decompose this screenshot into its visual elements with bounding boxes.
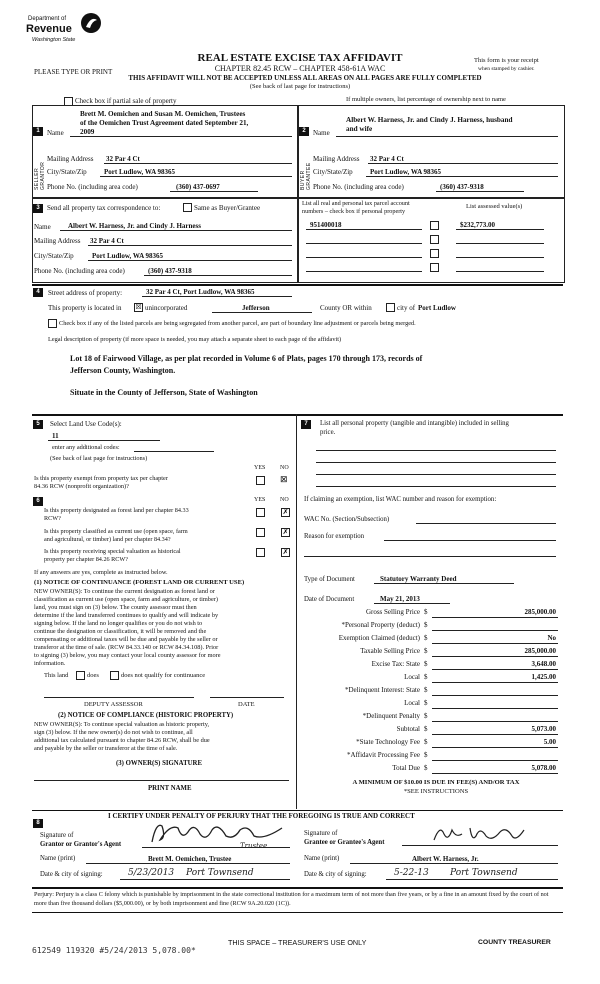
land-does-not-checkbox[interactable] — [110, 671, 119, 680]
tax-row — [300, 699, 562, 711]
county-underline — [212, 312, 312, 313]
personal-property-checkbox-3[interactable] — [430, 249, 439, 258]
corr-mailing-underline — [88, 245, 292, 246]
county-label: County OR within — [320, 304, 372, 312]
tax-row-underline — [432, 682, 558, 683]
city-checkbox[interactable] — [386, 303, 395, 312]
multiple-owners-note: If multiple owners, list percentage of ownership next to name — [346, 96, 506, 103]
unincorporated-checkbox[interactable]: ☒ — [135, 303, 142, 311]
legal-description — [70, 353, 422, 377]
section-number-3: 3 — [33, 204, 43, 213]
tax-row-value[interactable]: No — [547, 634, 556, 642]
city-value[interactable]: Port Ludlow — [418, 304, 456, 312]
notice1-text — [34, 588, 296, 668]
personal-property-label-line1: List all personal property (tangible and intangible) included in selling — [320, 420, 509, 427]
receipt-note — [474, 57, 539, 73]
street-label: Street address of property: — [48, 289, 123, 297]
tax-row-underline — [432, 656, 558, 657]
seller-city-underline — [100, 176, 292, 177]
notice1-line9: to signing (3) below, you may contact your local county assessor for more — [34, 652, 221, 659]
parcel-header-line1: List all real and personal tax parcel account — [302, 200, 410, 207]
notice2-line2: sign (3) below. If the new owner(s) do not wish to continue, all — [34, 729, 193, 736]
receipt-note-line2: when stamped by cashier. — [478, 66, 535, 72]
seller-mailing[interactable]: 32 Par 4 Ct — [106, 155, 140, 163]
dollar-sign: $ — [424, 673, 428, 681]
tax-row-value[interactable]: 1,425.00 — [531, 673, 556, 681]
current-use-question-line2: and agricultural, or timber) land per chapter 84.34? — [44, 536, 171, 543]
grantee-name-line — [350, 863, 558, 864]
personal-property-line-1 — [316, 450, 556, 451]
tax-row — [300, 725, 562, 737]
seller-phone[interactable]: (360) 437-0697 — [176, 183, 220, 191]
cashier-stamp: 612549 119320 #5/24/2013 5,078.00* — [32, 946, 196, 955]
agency-line3: Washington State — [32, 37, 76, 43]
seller-mailing-label: Mailing Address — [47, 155, 94, 163]
located-label: This property is located in — [48, 304, 122, 312]
grantee-name[interactable]: Albert W. Harness, Jr. — [412, 855, 479, 863]
seller-name-line3: 2009 — [80, 128, 95, 136]
corr-phone-label: Phone No. (including area code) — [34, 267, 125, 275]
corr-name-underline — [60, 230, 292, 231]
seller-name-underline — [70, 136, 292, 137]
grantee-date-line — [386, 879, 558, 880]
personal-property-checkbox-2[interactable] — [430, 235, 439, 244]
buyer-phone[interactable]: (360) 437-9318 — [440, 183, 484, 191]
historic-question-line1: Is this property receiving special valuation as historical — [44, 548, 181, 555]
notice2-line4: and payable by the seller or transferor at the time of sale. — [34, 745, 178, 752]
tax-row-label: *Delinquent Interest: State — [344, 686, 420, 694]
land-use-label: Select Land Use Code(s): — [50, 420, 122, 428]
agency-line2: Revenue — [26, 23, 72, 35]
assessed-line-1 — [456, 229, 544, 230]
forest-no-checkbox[interactable]: ✗ — [282, 508, 289, 516]
perjury-bottom-rule — [32, 912, 563, 913]
county-value[interactable]: Jefferson — [242, 304, 270, 312]
tax-row-underline — [432, 760, 558, 761]
deputy-assessor-line — [44, 697, 194, 698]
buyer-name-line2: and wife — [346, 125, 373, 133]
corr-name-label: Name — [34, 223, 51, 231]
legal-line1: Lot 18 of Fairwood Village, as per plat recorded in Volume 6 of Plats, pages 170 through 173, records of — [70, 354, 423, 363]
notice2-title: (2) NOTICE OF COMPLIANCE (HISTORIC PROPERTY) — [58, 712, 234, 719]
deputy-assessor-label: DEPUTY ASSESSOR — [84, 701, 143, 708]
dor-logo — [26, 12, 106, 52]
personal-property-label-line2: price. — [320, 429, 336, 436]
grantor-name[interactable]: Brett M. Oemichen, Trustee — [148, 855, 232, 863]
see-back: (See back of last page for instructions) — [249, 83, 351, 90]
notice2-line3: additional tax calculated pursuant to chapter 84.26 RCW, shall be due — [34, 737, 210, 744]
tax-row-label: *Delinquent Penalty — [362, 712, 420, 720]
tax-row-label: Excise Tax: State — [371, 660, 420, 668]
grantor-name-line — [86, 863, 290, 864]
tax-row-label: Subtotal — [396, 725, 420, 733]
parcel-line-1 — [306, 229, 422, 230]
tax-row-label: *State Technology Fee — [356, 738, 420, 746]
form-title: REAL ESTATE EXCISE TAX AFFIDAVIT — [197, 52, 403, 64]
situate-text: Situate in the County of Jefferson, State of Washington — [70, 388, 258, 397]
tax-row-underline — [432, 630, 558, 631]
current-use-question-line1: Is this property classified as current use (open space, farm — [44, 528, 188, 535]
personal-property-line-3 — [316, 474, 556, 475]
dollar-sign: $ — [424, 621, 428, 629]
assessed-value[interactable]: $232,773.00 — [460, 221, 495, 229]
grantee-sig-label — [304, 829, 384, 847]
historic-no-checkbox[interactable]: ✗ — [282, 548, 289, 556]
section-number-4: 4 — [33, 288, 43, 297]
corr-phone[interactable]: (360) 437-9318 — [148, 267, 192, 275]
wac-underline — [416, 523, 556, 524]
send-correspondence-label: Send all property tax correspondence to: — [47, 204, 161, 212]
seller-phone-underline — [170, 191, 258, 192]
same-as-buyer-label: Same as Buyer/Grantee — [194, 204, 261, 212]
dollar-sign: $ — [424, 699, 428, 707]
exempt-no-mark[interactable]: ⊠ — [280, 474, 288, 484]
tax-row-label: Local — [404, 699, 420, 707]
assessed-line-3 — [456, 257, 544, 258]
seller-name-line2: of the Oemichen Trust Agreement dated September 21, — [80, 119, 249, 127]
unincorporated-label: unincorporated — [145, 304, 188, 312]
section4-rule — [32, 284, 563, 286]
s5-yes-header: YES — [254, 465, 266, 471]
owner-signature-label: (3) OWNER(S) SIGNATURE — [116, 760, 202, 767]
please-type: PLEASE TYPE OR PRINT — [34, 68, 113, 76]
forest-question — [44, 507, 189, 523]
tax-row-label: *Personal Property (deduct) — [341, 621, 420, 629]
forest-question-line2: RCW? — [44, 515, 61, 522]
grantor-sig-label-line1: Signature of — [40, 832, 74, 839]
certify-statement: I CERTIFY UNDER PENALTY OF PERJURY THAT THE FOREGOING IS TRUE AND CORRECT — [108, 812, 415, 820]
corr-name[interactable]: Albert W. Harness, Jr. and Cindy J. Harness — [68, 222, 201, 230]
buyer-city[interactable]: Port Ludlow, WA 98365 — [370, 168, 442, 176]
dollar-sign: $ — [424, 712, 428, 720]
land-does-not-label: does not qualify for continuance — [121, 672, 206, 679]
notice1-line3: land, you must sign on (3) below. The county assessor must then — [34, 604, 197, 611]
corr-city-underline — [88, 260, 292, 261]
tax-row-label: Taxable Selling Price — [360, 647, 420, 655]
seller-city[interactable]: Port Ludlow, WA 98365 — [104, 168, 176, 176]
current-use-yes-checkbox[interactable] — [256, 528, 265, 537]
grantor-date[interactable]: 5/23/2013 — [128, 868, 175, 878]
seller-side-label: SELLER GRANTOR — [34, 161, 46, 190]
buyer-phone-underline — [436, 191, 524, 192]
reason-underline-1 — [384, 540, 556, 541]
tax-row-value[interactable]: 5,078.00 — [531, 764, 556, 772]
dollar-sign: $ — [424, 608, 428, 616]
s6-no-header: NO — [280, 497, 289, 503]
personal-property-checkbox-4[interactable] — [430, 263, 439, 272]
dollar-sign: $ — [424, 686, 428, 694]
parcel-header-line2: numbers – check box if personal property — [302, 208, 406, 215]
exempt-yes-checkbox[interactable] — [256, 476, 265, 485]
buyer-city-label: City/State/Zip — [313, 168, 353, 176]
buyer-side-label: BUYER GRANTEE — [300, 162, 312, 190]
tax-row-underline — [432, 669, 558, 670]
see-instructions: *SEE INSTRUCTIONS — [403, 788, 469, 795]
s5-no-header: NO — [280, 465, 289, 471]
current-use-question — [44, 528, 188, 544]
grantor-name-label: Name (print) — [40, 855, 76, 862]
grantee-date[interactable]: 5-22-13 — [394, 868, 429, 878]
seller-mailing-underline — [104, 163, 292, 164]
historic-question — [44, 548, 181, 564]
doc-date[interactable]: May 21, 2013 — [380, 595, 420, 603]
dollar-sign: $ — [424, 764, 428, 772]
owner-signature-line — [34, 780, 289, 781]
dollar-sign: $ — [424, 634, 428, 642]
tax-row-label: Local — [404, 673, 420, 681]
personal-property-label — [320, 419, 509, 437]
section-number-1: 1 — [33, 127, 43, 136]
assessed-line-4 — [456, 271, 544, 272]
historic-question-line2: property per chapter 84.26 RCW? — [44, 556, 129, 563]
tax-row — [300, 764, 562, 776]
section8-rule — [32, 810, 563, 811]
forest-yes-checkbox[interactable] — [256, 508, 265, 517]
section-number-8: 8 — [33, 819, 43, 828]
tax-row-label: Exemption Claimed (deduct) — [338, 634, 420, 642]
exemption-claim-label: If claiming an exemption, list WAC number and reason for exemption: — [304, 496, 497, 503]
land-does-label: does — [87, 672, 99, 679]
grantee-name-label: Name (print) — [304, 855, 340, 862]
form-warning: THIS AFFIDAVIT WILL NOT BE ACCEPTED UNLESS ALL AREAS ON ALL PAGES ARE FULLY COMPLETED — [128, 74, 482, 82]
trustee-note: Trustee — [240, 842, 268, 850]
buyer-name-underline — [336, 136, 558, 137]
reason-label: Reason for exemption — [304, 533, 365, 540]
dor-logo-icon — [80, 12, 102, 34]
grantee-city[interactable]: Port Townsend — [450, 868, 518, 878]
seller-city-label: City/State/Zip — [47, 168, 87, 176]
personal-property-checkbox-1[interactable] — [430, 221, 439, 230]
tax-computation — [300, 608, 562, 778]
assessed-line-2 — [456, 243, 544, 244]
seller-name — [80, 110, 248, 137]
section-number-5: 5 — [33, 420, 43, 429]
corr-mailing-label: Mailing Address — [34, 237, 81, 245]
tax-row — [300, 738, 562, 750]
tax-row — [300, 686, 562, 698]
land-does-checkbox[interactable] — [76, 671, 85, 680]
tax-row-underline — [432, 721, 558, 722]
notice1-line6: continue the designation or classification, it will be removed and the — [34, 628, 207, 635]
grantor-sig-label-line2: Grantor or Grantor's Agent — [40, 841, 122, 848]
tax-row — [300, 647, 562, 659]
tax-row-underline — [432, 643, 558, 644]
tax-row-underline — [432, 617, 558, 618]
street-address[interactable]: 32 Par 4 Ct, Port Ludlow, WA 98365 — [146, 288, 255, 296]
section-number-6: 6 — [33, 497, 43, 506]
notice1-line5: signing below. If the land no longer qualifies or you do not wish to — [34, 620, 203, 627]
current-use-no-checkbox[interactable]: ✗ — [282, 528, 289, 536]
grantee-sig-label-line1: Signature of — [304, 830, 338, 837]
buyer-mailing-underline — [368, 163, 558, 164]
corr-mailing[interactable]: 32 Par 4 Ct — [90, 237, 124, 245]
grantee-date-label: Date & city of signing: — [304, 871, 367, 878]
tax-row-value[interactable]: 5.00 — [543, 738, 556, 746]
legal-line2: Jefferson County, Washington. — [70, 366, 176, 375]
agency-line1: Department of — [28, 16, 67, 22]
grantor-sig-label — [40, 831, 121, 849]
buyer-name — [346, 116, 513, 134]
reason-underline-2 — [304, 556, 556, 557]
parcel-number[interactable]: 951400018 — [310, 221, 342, 229]
seller-name-label: Name — [47, 129, 64, 137]
tax-row — [300, 634, 562, 646]
s6-yes-header: YES — [254, 497, 266, 503]
tax-row — [300, 712, 562, 724]
segregated-checkbox[interactable] — [48, 319, 57, 328]
legal-label: Legal description of property (if more space is needed, you may attach a separate sheet to each page of the affidavit) — [48, 336, 342, 343]
perjury-rule — [32, 887, 563, 889]
assessor-date-line — [210, 697, 284, 698]
if-yes-text: If any answers are yes, complete as instructed below. — [34, 569, 168, 576]
parcel-header — [302, 200, 410, 216]
grantee-sig-line — [402, 845, 558, 846]
seller-name-line1: Brett M. Oemichen and Susan M. Oemichen, Trustees — [80, 110, 246, 118]
tax-row-underline — [432, 773, 558, 774]
same-as-buyer-checkbox[interactable] — [183, 203, 192, 212]
treasurer-space-label: THIS SPACE – TREASURER'S USE ONLY — [228, 938, 367, 947]
forest-question-line1: Is this property designated as forest land per chapter 84.33 — [44, 507, 189, 514]
notice2-text — [34, 721, 296, 753]
notice1-line1: NEW OWNER(S): To continue the current designation as forest land or — [34, 588, 215, 595]
print-name-label: PRINT NAME — [148, 785, 192, 792]
dollar-sign: $ — [424, 647, 428, 655]
doc-type-label: Type of Document — [304, 576, 355, 583]
tax-row — [300, 621, 562, 633]
assessed-header: List assessed value(s) — [466, 203, 523, 210]
grantee-signature[interactable] — [430, 822, 530, 846]
tax-row — [300, 608, 562, 620]
tax-row-label: Total Due — [392, 764, 420, 772]
grantor-date-label: Date & city of signing: — [40, 871, 103, 878]
parcel-line-3 — [306, 257, 422, 258]
buyer-mailing-label: Mailing Address — [313, 155, 360, 163]
parcel-line-4 — [306, 271, 422, 272]
corr-city[interactable]: Port Ludlow, WA 98365 — [92, 252, 164, 260]
notice2-line1: NEW OWNER(S): To continue special valuation as historic property, — [34, 721, 210, 728]
notice1-line8: transferor at the time of sale. (RCW 84.33.140 or RCW 84.34.108). Prior — [34, 644, 219, 651]
dollar-sign: $ — [424, 660, 428, 668]
partial-sale-label: Check box if partial sale of property — [75, 97, 177, 105]
wac-label: WAC No. (Section/Subsection) — [304, 516, 390, 523]
exempt-question-line1: Is this property exempt from property tax per chapter — [34, 475, 168, 482]
grantor-date-line — [120, 879, 290, 880]
notice1-line7: compensating or additional taxes will be due and payable by the seller or — [34, 636, 218, 643]
section-number-2: 2 — [299, 127, 309, 136]
additional-codes-label: enter any additional codes: — [52, 444, 120, 451]
grantee-sig-label-line2: Grantee or Grantee's Agent — [304, 839, 385, 846]
tax-row-label: Gross Selling Price — [365, 608, 420, 616]
middle-divider — [296, 414, 297, 809]
tax-row-value[interactable]: 285,000.00 — [524, 608, 556, 616]
corr-city-label: City/State/Zip — [34, 252, 74, 260]
doc-type-underline — [374, 583, 514, 584]
buyer-city-underline — [366, 176, 558, 177]
buyer-phone-label: Phone No. (including area code) — [313, 183, 404, 191]
doc-type[interactable]: Statutory Warranty Deed — [380, 575, 457, 583]
grantor-city[interactable]: Port Townsend — [186, 868, 254, 878]
tax-row — [300, 751, 562, 763]
exempt-question-line2: 84.36 RCW (nonprofit organization)? — [34, 483, 129, 490]
land-use-see-back: (See back of last page for instructions) — [50, 455, 148, 462]
personal-property-line-2 — [316, 462, 556, 463]
county-treasurer-label: COUNTY TREASURER — [478, 939, 551, 946]
additional-codes-underline — [134, 451, 214, 452]
receipt-note-line1: This form is your receipt — [474, 57, 539, 64]
street-underline — [142, 296, 292, 297]
minimum-note: A MINIMUM OF $10.00 IS DUE IN FEE(S) AND/OR TAX — [352, 779, 520, 786]
doc-date-underline — [374, 603, 450, 604]
notice1-line10: information. — [34, 660, 66, 667]
notice1-title: (1) NOTICE OF CONTINUANCE (FOREST LAND OR CURRENT USE) — [34, 579, 245, 586]
form-subtitle: CHAPTER 82.45 RCW – CHAPTER 458-61A WAC — [214, 64, 386, 73]
land-use-underline — [48, 440, 160, 441]
perjury-text: Perjury: Perjury is a class C felony which is punishable by imprisonment in the state correctional institution for a maximum term of not more than five years, or by a fine in an amount fixed by the court of not more than five thousand dollars ($5,000.00), or by both imprisonment and fine (RCW 9A.20.020 (1C)). — [34, 891, 549, 907]
tax-row — [300, 660, 562, 672]
tax-row-label: *Affidavit Processing Fee — [347, 751, 420, 759]
parcel-line-2 — [306, 243, 422, 244]
section5-rule — [32, 414, 563, 416]
city-of-label: city of — [397, 304, 416, 312]
buyer-name-label: Name — [313, 129, 330, 137]
personal-property-line-4 — [316, 486, 556, 487]
tax-row-underline — [432, 747, 558, 748]
this-land-label: This land — [44, 672, 69, 679]
buyer-name-line1: Albert W. Harness, Jr. and Cindy J. Harness, husband — [346, 116, 513, 124]
tax-row-underline — [432, 695, 558, 696]
buyer-mailing[interactable]: 32 Par 4 Ct — [370, 155, 404, 163]
section-number-7: 7 — [301, 420, 311, 429]
dollar-sign: $ — [424, 738, 428, 746]
segregated-label: Check box if any of the listed parcels are being segregated from another parcel, are part of boundary line adjustment or parcels being merged. — [59, 320, 416, 327]
tax-row-underline — [432, 708, 558, 709]
tax-row-value[interactable]: 5,073.00 — [531, 725, 556, 733]
tax-row-value[interactable]: 3,648.00 — [531, 660, 556, 668]
doc-date-label: Date of Document — [304, 596, 355, 603]
tax-row-value[interactable]: 285,000.00 — [524, 647, 556, 655]
tax-row — [300, 673, 562, 685]
assessor-date-label: DATE — [238, 701, 255, 708]
exempt-question — [34, 475, 168, 491]
corr-phone-underline — [144, 275, 292, 276]
seller-phone-label: Phone No. (including area code) — [47, 183, 138, 191]
dollar-sign: $ — [424, 751, 428, 759]
notice1-line2: classification as current use (open space, farm and agriculture, or timber) — [34, 596, 218, 603]
tax-row-underline — [432, 734, 558, 735]
grantor-sig-line — [142, 847, 290, 848]
dollar-sign: $ — [424, 725, 428, 733]
land-use-code[interactable]: 11 — [52, 432, 59, 440]
notice1-line4: determine if the land transferred continues to qualify and will indicate by — [34, 612, 219, 619]
historic-yes-checkbox[interactable] — [256, 548, 265, 557]
